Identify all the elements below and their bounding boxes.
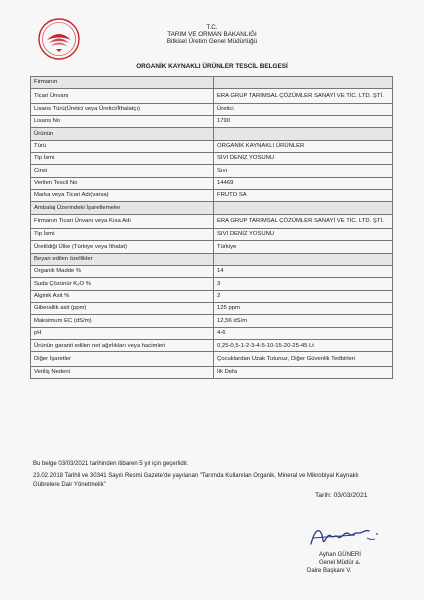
row-value: SIVI DENİZ YOSUNU	[214, 153, 393, 165]
section-row	[31, 128, 393, 140]
row-value: Çocuklardan Uzak Tutunuz, Diğer Güvenlik Tedbirleri	[214, 352, 393, 366]
row-value: Türkiye	[214, 241, 393, 253]
row-label: Tip İsmi	[31, 229, 214, 241]
row-label: Verilen Tescil No	[31, 177, 214, 189]
table-row	[31, 177, 393, 189]
issue-date: Tarih: 03/03/2021	[315, 492, 368, 499]
validity-text: Bu belge 03/03/2021 tarihinden itibaren 5 yıl için geçerlidir.	[33, 461, 189, 467]
row-label: Organik Madde %	[31, 266, 214, 278]
signer-title: Genel Müdür a.	[319, 560, 361, 566]
row-value: İlk Defa	[214, 366, 393, 378]
row-value	[214, 77, 393, 89]
row-label: Tip İsmi	[31, 153, 214, 165]
row-label: Lisans No	[31, 115, 214, 127]
table-row	[31, 214, 393, 228]
table-row	[31, 140, 393, 152]
table-row	[31, 340, 393, 352]
row-label: Ürünün garanti edilen net ağırlıkları veya hacimleri	[31, 340, 214, 352]
row-value: 125 ppm	[214, 303, 393, 315]
row-label: pH	[31, 327, 214, 339]
row-label: Ürünün	[31, 128, 214, 140]
table-row	[31, 366, 393, 378]
row-value	[214, 128, 393, 140]
row-label: Giberallik asit (ppm)	[31, 303, 214, 315]
section-row	[31, 253, 393, 265]
row-label: Lisans Türü(Üretici veya Üretici/İthalatçı)	[31, 103, 214, 115]
row-label: Beyan edilen özellikler	[31, 253, 214, 265]
table-row	[31, 153, 393, 165]
section-row	[31, 77, 393, 89]
row-label: Diğer İşaretler	[31, 352, 214, 366]
row-value: 2	[214, 290, 393, 302]
table-row	[31, 115, 393, 127]
row-value: SIVI DENİZ YOSUNU	[214, 229, 393, 241]
row-value: Üretici	[214, 103, 393, 115]
row-value: ERA GRUP TARIMSAL ÇÖZÜMLER SANAYİ VE TİC. LTD. ŞTİ.	[214, 89, 393, 103]
row-value: 1790	[214, 115, 393, 127]
row-value: ORGANİK KAYNAKLI ÜRÜNLER	[214, 140, 393, 152]
table-row	[31, 190, 393, 202]
table-row	[31, 103, 393, 115]
row-label: Cinsi	[31, 165, 214, 177]
table-row	[31, 327, 393, 339]
table-row	[31, 315, 393, 327]
signature-icon	[305, 520, 383, 552]
section-row	[31, 202, 393, 214]
row-value: 3	[214, 278, 393, 290]
table-row	[31, 229, 393, 241]
signer-name: Ayhan GÜNERİ	[319, 552, 361, 558]
row-label: Üretildiği Ülke (Türkiye veya İthalat)	[31, 241, 214, 253]
header-line-directorate: Bitkisel Üretim Genel Müdürlüğü	[166, 38, 258, 45]
registration-table	[30, 76, 393, 379]
row-label: Firmanın Ticari Ünvanı veya Kısa Adı	[31, 214, 214, 228]
row-label: Veriliş Nedeni	[31, 366, 214, 378]
row-label: Alginik Asit %	[31, 290, 214, 302]
row-label: Türü	[31, 140, 214, 152]
table-row	[31, 303, 393, 315]
signer-role: Daire Başkanı V.	[307, 568, 352, 574]
row-label: Suda Çözünür K₂O %	[31, 278, 214, 290]
row-label: Firmanın	[31, 77, 214, 89]
row-label: Ambalaj Üzerindeki İşaretlemeler	[31, 202, 214, 214]
row-value: 14469	[214, 177, 393, 189]
table-row	[31, 290, 393, 302]
row-label: Marka veya Ticari Adı(varsa)	[31, 190, 214, 202]
table-row	[31, 278, 393, 290]
row-value: FRUTO SA	[214, 190, 393, 202]
row-value: 12,56 dS/m	[214, 315, 393, 327]
table-row	[31, 165, 393, 177]
table-row	[31, 89, 393, 103]
table-row	[31, 352, 393, 366]
row-value: 0,25-0,5-1-2-3-4-5-10-15-20-25-45 Lt	[214, 340, 393, 352]
row-value	[214, 202, 393, 214]
table-row	[31, 266, 393, 278]
row-value: ERA GRUP TARIMSAL ÇÖZÜMLER SANAYİ VE TİC. LTD. ŞTİ.	[214, 214, 393, 228]
row-label: Ticari Ünvanı	[31, 89, 214, 103]
row-value: 14	[214, 266, 393, 278]
table-row	[31, 241, 393, 253]
header-line-ministry: TARIM VE ORMAN BAKANLIĞI	[167, 31, 257, 38]
row-value: Sıvı	[214, 165, 393, 177]
row-label: Maksimum EC (dS/m)	[31, 315, 214, 327]
row-value: 4-6	[214, 327, 393, 339]
row-value	[214, 253, 393, 265]
header-line-tc: T.C.	[206, 24, 218, 31]
regulation-note: 23.02.2018 Tarihli ve 30341 Sayılı Resmi Gazete'de yayılanan "Tarımda Kullanılan Organik, Mineral ve Mikrobiyal Kaynaklı Gübrelere Dair Yönetmelik"	[33, 473, 359, 488]
document-title: ORGANİK KAYNAKLI ÜRÜNLER TESCİL BELGESİ	[136, 63, 288, 70]
